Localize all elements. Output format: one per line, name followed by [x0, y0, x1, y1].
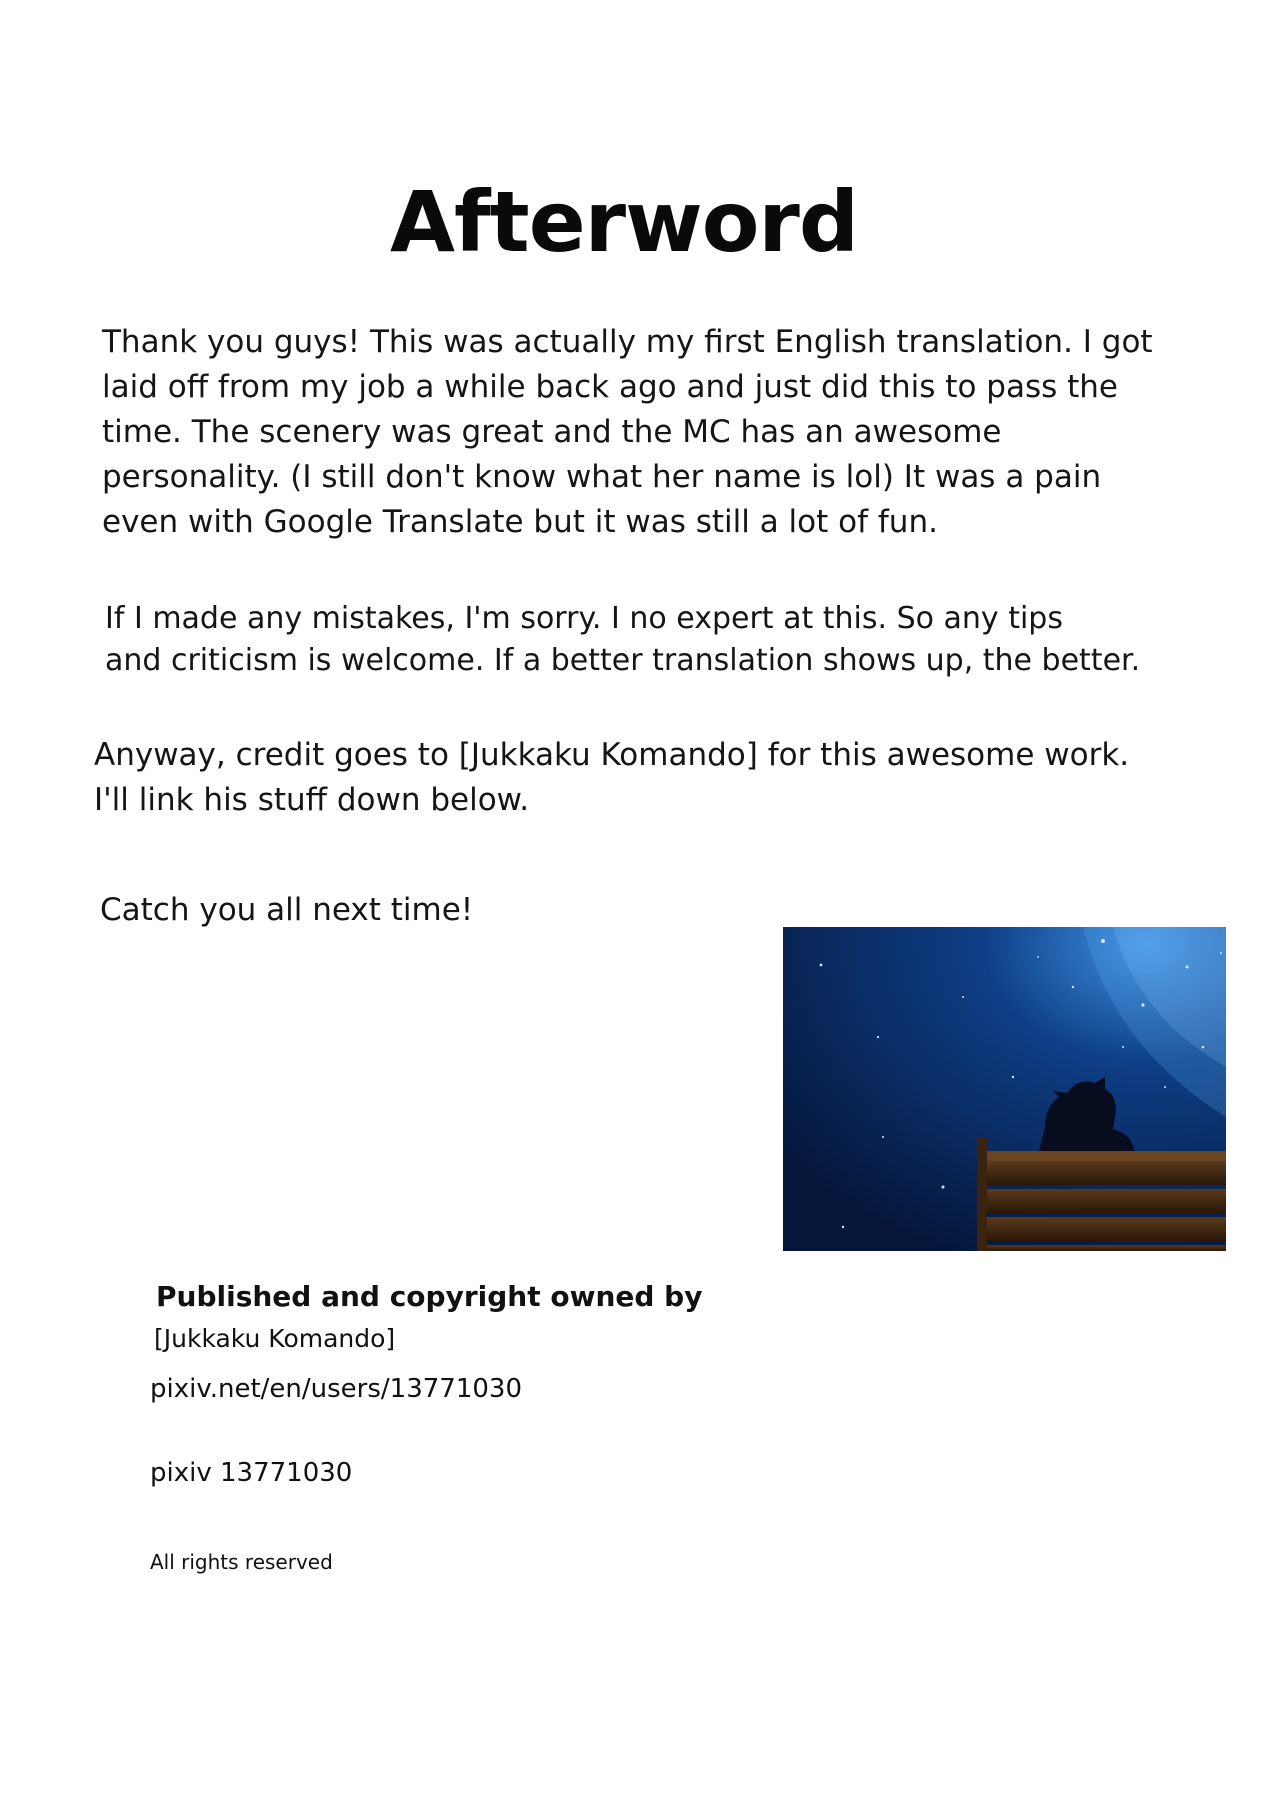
pixiv-id: pixiv 13771030	[150, 1458, 353, 1488]
paragraph-line: laid off from my job a while back ago and just did this to pass the	[102, 369, 1118, 405]
author-name: [Jukkaku Komando]	[154, 1324, 396, 1353]
paragraph-line: even with Google Translate but it was still a lot of fun.	[102, 504, 938, 540]
copyright-heading: Published and copyright owned by	[156, 1280, 703, 1313]
paragraph-line: Anyway, credit goes to [Jukkaku Komando] for this awesome work.	[94, 737, 1130, 773]
rights-reserved: All rights reserved	[150, 1550, 333, 1574]
paragraph-line: I'll link his stuff down below.	[94, 782, 530, 818]
paragraph-line: and criticism is welcome. If a better translation shows up, the better.	[105, 643, 1141, 678]
credit-paragraph	[94, 733, 1134, 823]
paragraph-line: Thank you guys! This was actually my first English translation. I got	[102, 324, 1153, 360]
page-title: Afterword	[390, 173, 858, 271]
pixiv-url[interactable]: pixiv.net/en/users/13771030	[150, 1374, 522, 1404]
night-sky-illustration	[783, 927, 1226, 1251]
signoff-paragraph	[100, 888, 473, 933]
paragraph-line: Catch you all next time!	[100, 892, 474, 928]
thanks-paragraph	[102, 320, 1153, 545]
paragraph-line: time. The scenery was great and the MC has an awesome	[102, 414, 1002, 450]
apology-paragraph	[105, 598, 1141, 682]
paragraph-line: If I made any mistakes, I'm sorry. I no expert at this. So any tips	[105, 601, 1063, 636]
bench	[977, 1137, 1226, 1251]
paragraph-line: personality. (I still don't know what her name is lol) It was a pain	[102, 459, 1102, 495]
